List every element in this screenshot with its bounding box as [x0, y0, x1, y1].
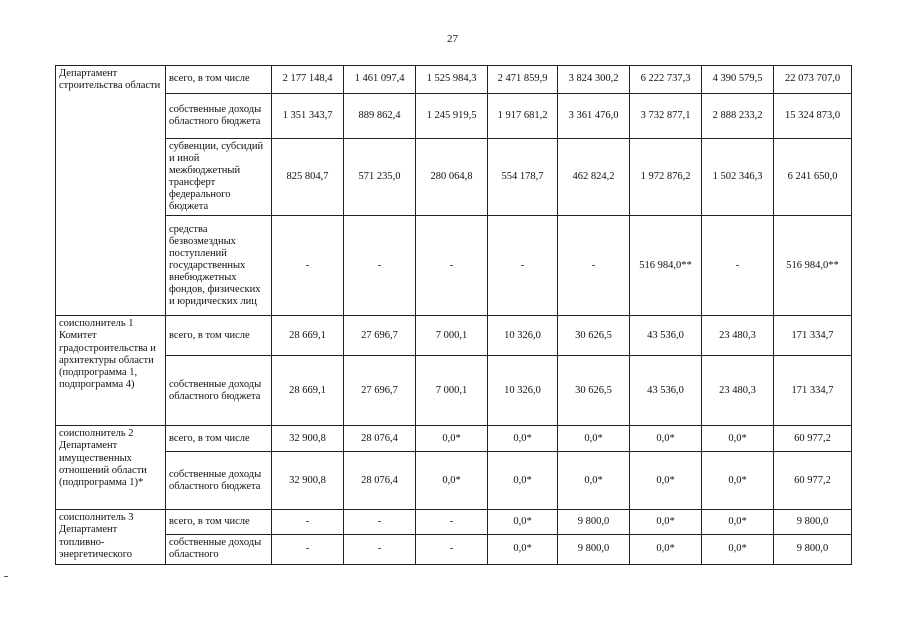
year-value-cell: 28 076,4 [344, 452, 416, 510]
funding-source-cell: всего, в том числе [166, 66, 272, 94]
year-value-cell: - [702, 216, 774, 316]
year-value-cell: 1 917 681,2 [488, 94, 558, 139]
year-value-cell: 462 824,2 [558, 139, 630, 216]
year-value-cell: 280 064,8 [416, 139, 488, 216]
year-value-cell: 9 800,0 [558, 510, 630, 535]
year-value-cell: 571 235,0 [344, 139, 416, 216]
year-value-cell: 3 361 476,0 [558, 94, 630, 139]
page-number: 27 [447, 33, 458, 45]
year-value-cell: 10 326,0 [488, 356, 558, 426]
funding-source-cell: собственные доходы областного бюджета [166, 356, 272, 426]
funding-source-cell: собственные доходы областного [166, 535, 272, 564]
funding-source-cell: всего, в том числе [166, 510, 272, 535]
year-value-cell: 0,0* [702, 535, 774, 564]
year-value-cell: 0,0* [488, 510, 558, 535]
year-value-cell: 0,0* [558, 426, 630, 452]
year-value-cell: 0,0* [416, 426, 488, 452]
total-value-cell: 171 334,7 [774, 356, 852, 426]
year-value-cell: 27 696,7 [344, 356, 416, 426]
table-row [56, 316, 852, 356]
total-value-cell: 516 984,0** [774, 216, 852, 316]
year-value-cell: - [416, 510, 488, 535]
year-value-cell: - [416, 216, 488, 316]
funding-source-cell: собственные доходы областного бюджета [166, 452, 272, 510]
year-value-cell: - [272, 216, 344, 316]
organization-cell: соисполнитель 2 Департамент имущественных отношений области (подпрограмма 1)* [56, 426, 166, 510]
year-value-cell: 10 326,0 [488, 316, 558, 356]
total-value-cell: 15 324 873,0 [774, 94, 852, 139]
funding-source-cell: средства безвозмездных поступлений государственных внебюджетных фондов, физических и юридических лиц [166, 216, 272, 316]
total-value-cell: 60 977,2 [774, 426, 852, 452]
year-value-cell: 2 471 859,9 [488, 66, 558, 94]
table-row [56, 66, 852, 94]
year-value-cell: 0,0* [702, 426, 774, 452]
table-row [56, 216, 852, 316]
total-value-cell: 171 334,7 [774, 316, 852, 356]
organization-cell: Департамент строительства области [56, 66, 166, 316]
year-value-cell: 3 824 300,2 [558, 66, 630, 94]
year-value-cell: 0,0* [702, 510, 774, 535]
funding-source-cell: субвенции, субсидий и иной межбюджетный трансферт федерального бюджета [166, 139, 272, 216]
table-row [56, 510, 852, 535]
total-value-cell: 9 800,0 [774, 535, 852, 564]
year-value-cell: 6 222 737,3 [630, 66, 702, 94]
year-value-cell: 0,0* [630, 452, 702, 510]
year-value-cell: 0,0* [488, 426, 558, 452]
year-value-cell: 0,0* [630, 535, 702, 564]
funding-source-cell: собственные доходы областного бюджета [166, 94, 272, 139]
year-value-cell: 28 669,1 [272, 316, 344, 356]
year-value-cell: - [488, 216, 558, 316]
year-value-cell: 1 972 876,2 [630, 139, 702, 216]
budget-table [55, 65, 852, 565]
year-value-cell: 43 536,0 [630, 356, 702, 426]
total-value-cell: 6 241 650,0 [774, 139, 852, 216]
year-value-cell: - [344, 535, 416, 564]
year-value-cell: 516 984,0** [630, 216, 702, 316]
margin-mark [4, 576, 8, 577]
year-value-cell: 1 525 984,3 [416, 66, 488, 94]
table-row [56, 94, 852, 139]
year-value-cell: 27 696,7 [344, 316, 416, 356]
year-value-cell: 23 480,3 [702, 356, 774, 426]
total-value-cell: 22 073 707,0 [774, 66, 852, 94]
year-value-cell: - [272, 510, 344, 535]
year-value-cell: 1 245 919,5 [416, 94, 488, 139]
year-value-cell: 0,0* [488, 535, 558, 564]
year-value-cell: 4 390 579,5 [702, 66, 774, 94]
year-value-cell: 32 900,8 [272, 426, 344, 452]
year-value-cell: 0,0* [488, 452, 558, 510]
organization-cell: соисполнитель 3 Департамент топливно-энергетического [56, 510, 166, 564]
funding-source-cell: всего, в том числе [166, 316, 272, 356]
table-row [56, 139, 852, 216]
year-value-cell: 7 000,1 [416, 316, 488, 356]
year-value-cell: 825 804,7 [272, 139, 344, 216]
year-value-cell: 0,0* [630, 510, 702, 535]
year-value-cell: 3 732 877,1 [630, 94, 702, 139]
year-value-cell: 554 178,7 [488, 139, 558, 216]
year-value-cell: 1 461 097,4 [344, 66, 416, 94]
year-value-cell: 30 626,5 [558, 316, 630, 356]
year-value-cell: 7 000,1 [416, 356, 488, 426]
year-value-cell: - [558, 216, 630, 316]
year-value-cell: 0,0* [558, 452, 630, 510]
total-value-cell: 60 977,2 [774, 452, 852, 510]
year-value-cell: 28 076,4 [344, 426, 416, 452]
funding-source-cell: всего, в том числе [166, 426, 272, 452]
year-value-cell: - [344, 216, 416, 316]
table-row [56, 426, 852, 452]
year-value-cell: 32 900,8 [272, 452, 344, 510]
year-value-cell: 9 800,0 [558, 535, 630, 564]
organization-cell: соисполнитель 1 Комитет градостроительства и архитектуры области (подпрограмма 1, подпрограмма 4) [56, 316, 166, 426]
year-value-cell: 23 480,3 [702, 316, 774, 356]
table-row [56, 535, 852, 564]
table-row [56, 356, 852, 426]
year-value-cell: 30 626,5 [558, 356, 630, 426]
year-value-cell: - [344, 510, 416, 535]
year-value-cell: 0,0* [702, 452, 774, 510]
table-row [56, 452, 852, 510]
year-value-cell: 28 669,1 [272, 356, 344, 426]
year-value-cell: - [272, 535, 344, 564]
year-value-cell: 889 862,4 [344, 94, 416, 139]
total-value-cell: 9 800,0 [774, 510, 852, 535]
year-value-cell: 2 177 148,4 [272, 66, 344, 94]
year-value-cell: 43 536,0 [630, 316, 702, 356]
year-value-cell: 0,0* [630, 426, 702, 452]
year-value-cell: 0,0* [416, 452, 488, 510]
year-value-cell: 2 888 233,2 [702, 94, 774, 139]
year-value-cell: 1 502 346,3 [702, 139, 774, 216]
year-value-cell: 1 351 343,7 [272, 94, 344, 139]
year-value-cell: - [416, 535, 488, 564]
